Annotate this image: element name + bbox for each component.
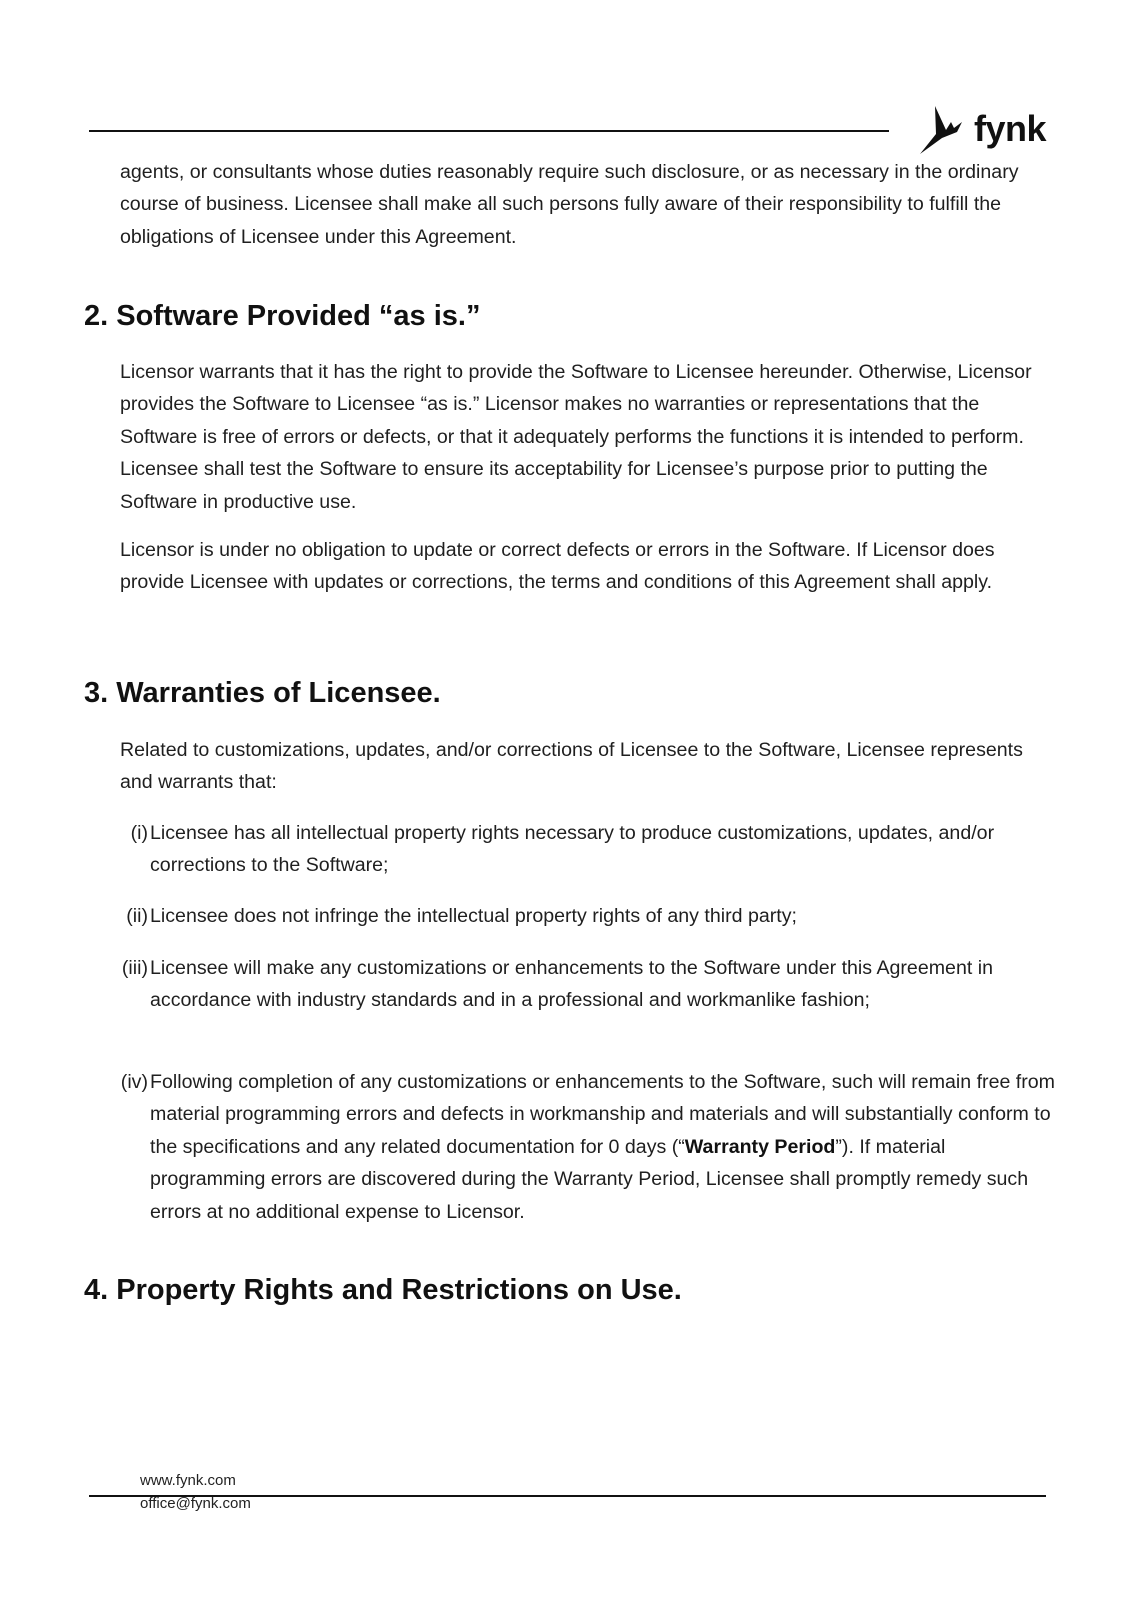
- list-item-text: [150, 1066, 1055, 1228]
- list-item-iv: [110, 1066, 1060, 1228]
- list-item-number: (iii): [121, 957, 148, 979]
- section-2-heading: 2. Software Provided “as is.”: [84, 300, 481, 332]
- footer-website: www.fynk.com: [140, 1472, 236, 1489]
- section-3-paragraph-1: Related to customizations, updates, and/or corrections of Licensee to the Software, Licensee represents and warrants that:: [120, 739, 1023, 794]
- section-4-heading: 4. Property Rights and Restrictions on Use.: [84, 1274, 682, 1306]
- list-item-text-before: Following completion of any customizations or enhancements to the Software, such will remain free from material programming errors and defects in workmanship and materials and will substantially conform to the specifications and any related documentation for 0 days (“: [150, 1071, 1055, 1158]
- list-item-number: (iv): [120, 1071, 148, 1093]
- footer-email: office@fynk.com: [140, 1495, 251, 1512]
- list-item-number: (i): [130, 822, 148, 844]
- list-item-text-after: ”). If material programming errors are discovered during the Warranty Period, Licensee shall promptly remedy such errors at no additional expense to Licensor.: [150, 1135, 1029, 1223]
- warranty-period-term: Warranty Period: [684, 1135, 836, 1158]
- list-item-i: [110, 817, 1060, 882]
- section-2-paragraph-2: Licensor is under no obligation to update or correct defects or errors in the Software. If Licensor does provide Licensee with updates or corrections, the terms and conditions of this Agreement shall apply.: [120, 539, 995, 594]
- section-3-heading: 3. Warranties of Licensee.: [84, 677, 441, 709]
- section-2-paragraph-1: Licensor warrants that it has the right to provide the Software to Licensee hereunder. Otherwise, Licensor provides the Software to Licensee “as is.” Licensor makes no warranties or representations that the Software is free of errors or defects, or that it adequately performs the functions it is intended to perform. Licensee shall test the Software to ensure its acceptability for Licensee’s purpose prior to putting the Software in productive use.: [120, 361, 1032, 513]
- list-item-ii: [110, 900, 1060, 932]
- list-item-text: Licensee will make any customizations or enhancements to the Software under this Agreement in accordance with industry standards and in a professional and workmanlike fashion;: [150, 957, 993, 1012]
- brand-logo: [918, 104, 1048, 160]
- list-item-number: (ii): [126, 905, 148, 927]
- fynk-bird-logo-icon: [918, 104, 970, 156]
- intro-paragraph: agents, or consultants whose duties reasonably require such disclosure, or as necessary in the ordinary course of business. Licensee shall make all such persons fully aware of their responsibility to fulfill the obligations of Licensee under this Agreement.: [120, 161, 1019, 248]
- brand-name: fynk: [974, 108, 1047, 149]
- list-item-text: Licensee does not infringe the intellectual property rights of any third party;: [150, 905, 797, 927]
- list-item-iii: [110, 952, 1060, 1017]
- header-rule: [89, 130, 889, 132]
- list-item-text: Licensee has all intellectual property rights necessary to produce customizations, updates, and/or corrections to the Software;: [150, 822, 995, 877]
